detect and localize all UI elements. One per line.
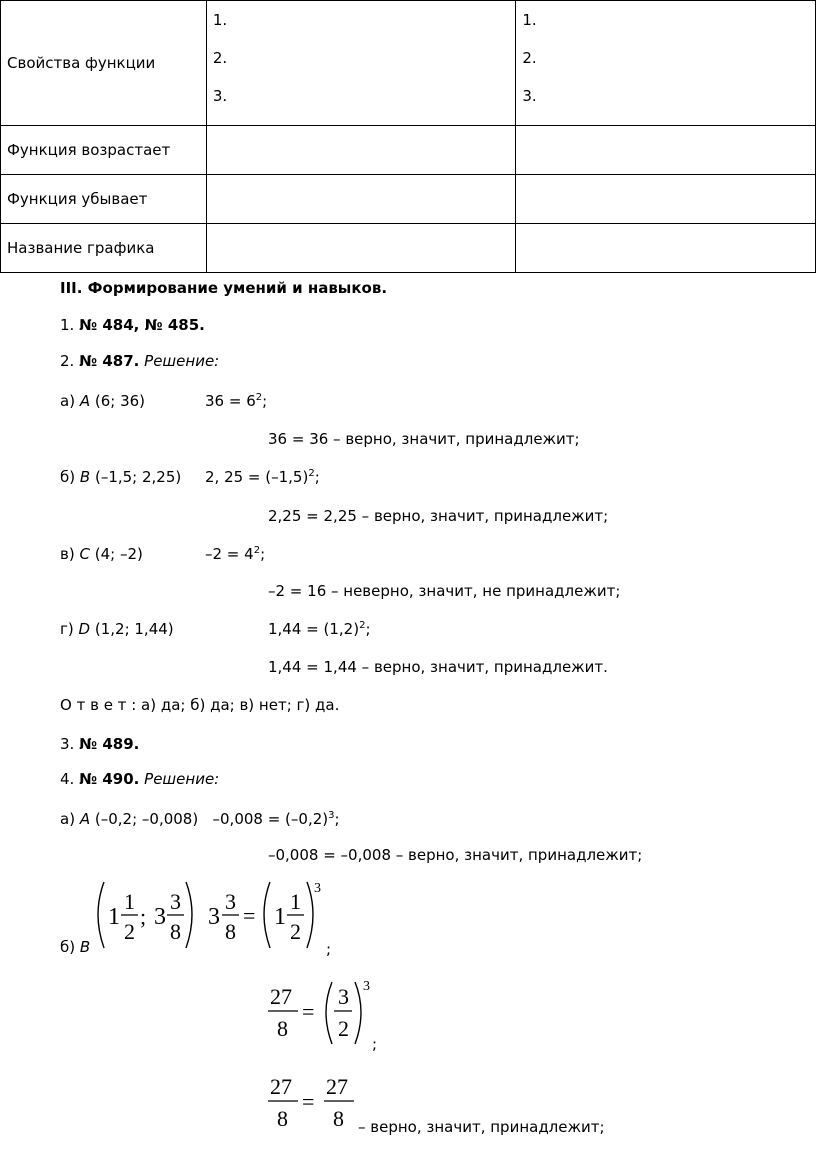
task-line xyxy=(60,770,219,788)
list-item: 2. xyxy=(212,49,228,67)
check-line: – верно, значит, принадлежит; xyxy=(358,1118,605,1136)
list-item: 3. xyxy=(212,87,228,105)
exponent: 3 xyxy=(328,810,335,821)
whole-part: 1 xyxy=(274,904,286,930)
equation xyxy=(205,392,267,410)
equation xyxy=(205,545,265,563)
point-name: A xyxy=(79,392,91,410)
formula-point-b xyxy=(88,876,328,960)
check-line: 2,25 = 2,25 – верно, значит, принадлежит; xyxy=(268,507,609,525)
denominator: 8 xyxy=(333,1106,344,1131)
exercise-ref: № 484, № 485. xyxy=(79,316,205,334)
row-label: Функция возрастает xyxy=(1,126,207,175)
sub-label: а) xyxy=(60,392,76,410)
numbered-cell xyxy=(206,1,516,126)
point-name: D xyxy=(78,620,91,638)
left-paren xyxy=(326,982,332,1044)
point-label xyxy=(60,545,143,563)
whole-part: 1 xyxy=(108,904,120,930)
point-coords: (–1,5; 2,25) xyxy=(94,468,182,486)
table-row xyxy=(1,224,816,273)
point-equation-line xyxy=(60,810,340,828)
numerator: 1 xyxy=(290,889,301,914)
task-line xyxy=(60,316,205,334)
exponent: 2 xyxy=(255,392,263,403)
point-name: C xyxy=(79,545,90,563)
point-name: B xyxy=(79,938,91,956)
sub-label: б) xyxy=(60,938,76,956)
denominator: 8 xyxy=(225,919,236,944)
empty-cell xyxy=(206,175,516,224)
exponent: 3 xyxy=(314,881,321,896)
check-line: –2 = 16 – неверно, значит, не принадлежит; xyxy=(268,582,621,600)
equation-tail: ; xyxy=(262,392,268,410)
numerator: 3 xyxy=(338,984,349,1009)
task-number: 1. xyxy=(60,316,75,334)
point-name: B xyxy=(79,468,91,486)
equals: = xyxy=(302,999,315,1024)
numerator: 27 xyxy=(326,1074,348,1099)
numbered-cell xyxy=(516,1,816,126)
equation-base: –2 = 4 xyxy=(205,545,254,563)
properties-table xyxy=(0,0,816,273)
formula-equation xyxy=(262,974,377,1054)
denominator: 2 xyxy=(338,1016,349,1041)
left-paren xyxy=(264,882,270,948)
task-number: 3. xyxy=(60,735,75,753)
equation-tail: ; xyxy=(314,468,320,486)
check-line: 1,44 = 1,44 – верно, значит, принадлежит. xyxy=(268,658,608,676)
solution-label: Решение: xyxy=(144,770,220,788)
exercise-ref: № 487. xyxy=(79,352,140,370)
exercise-ref: № 490. xyxy=(79,770,140,788)
empty-cell xyxy=(206,224,516,273)
section-title: III. Формирование умений и навыков. xyxy=(60,279,388,297)
equation-base: 1,44 = (1,2) xyxy=(268,620,360,638)
semicolon: ; xyxy=(326,940,332,958)
check-line: –0,008 = –0,008 – верно, значит, принадлежит; xyxy=(268,846,643,864)
denominator: 8 xyxy=(277,1106,288,1131)
answer-line: О т в е т : а) да; б) да; в) нет; г) да. xyxy=(60,696,340,714)
denominator: 2 xyxy=(290,919,301,944)
empty-cell xyxy=(516,126,816,175)
equation-base: 2, 25 = (–1,5) xyxy=(205,468,309,486)
table-row xyxy=(1,1,816,126)
numerator: 1 xyxy=(124,889,135,914)
equation-tail: ; xyxy=(334,810,340,828)
exponent: 2 xyxy=(253,545,261,556)
sub-label: б) xyxy=(60,468,76,486)
denominator: 8 xyxy=(170,919,181,944)
point-coords: (6; 36) xyxy=(94,392,146,410)
task-line xyxy=(60,735,139,753)
check-line: 36 = 36 – верно, значит, принадлежит; xyxy=(268,430,580,448)
row-label: Свойства функции xyxy=(1,1,207,126)
table-row xyxy=(1,126,816,175)
point-name: A xyxy=(79,810,91,828)
table-row xyxy=(1,175,816,224)
right-paren xyxy=(186,882,192,948)
point-coords: (4; –2) xyxy=(94,545,143,563)
equation xyxy=(205,468,320,486)
list-item: 2. xyxy=(522,49,537,67)
equation xyxy=(268,620,371,638)
numerator: 27 xyxy=(270,984,292,1009)
equation-tail: ; xyxy=(365,620,371,638)
point-label xyxy=(60,392,145,410)
right-paren xyxy=(307,882,313,948)
whole-part: 3 xyxy=(208,904,220,930)
list-item: 1. xyxy=(522,11,537,29)
task-number: 4. xyxy=(60,770,75,788)
exponent: 3 xyxy=(363,979,370,994)
empty-cell xyxy=(516,224,816,273)
left-paren xyxy=(98,882,104,948)
semicolon: ; xyxy=(372,1035,378,1053)
numerator: 27 xyxy=(270,1074,292,1099)
denominator: 8 xyxy=(277,1016,288,1041)
equals: = xyxy=(243,903,256,928)
row-label: Название графика xyxy=(1,224,207,273)
exponent: 2 xyxy=(359,620,366,631)
exponent: 2 xyxy=(308,468,315,479)
equation-base: (–0,2; –0,008) –0,008 = (–0,2) xyxy=(94,810,329,828)
empty-cell xyxy=(206,126,516,175)
task-line xyxy=(60,352,219,370)
list-item: 1. xyxy=(212,11,228,29)
empty-cell xyxy=(516,175,816,224)
point-coords: (1,2; 1,44) xyxy=(94,620,174,638)
sub-label: в) xyxy=(60,545,75,563)
point-label xyxy=(60,468,181,486)
equation-tail: ; xyxy=(260,545,266,563)
sub-label: а) xyxy=(60,810,76,828)
whole-part: 3 xyxy=(154,904,166,930)
numerator: 3 xyxy=(225,889,236,914)
right-paren xyxy=(355,982,361,1044)
row-label: Функция убывает xyxy=(1,175,207,224)
point-label xyxy=(60,938,90,956)
equation-base: 36 = 6 xyxy=(205,392,256,410)
equals: = xyxy=(302,1089,315,1114)
list-item: 3. xyxy=(522,87,537,105)
sub-label: г) xyxy=(60,620,74,638)
formula-equation xyxy=(262,1068,362,1138)
solution-label: Решение: xyxy=(144,352,220,370)
separator: ; xyxy=(140,904,147,929)
exercise-ref: № 489. xyxy=(79,735,140,753)
point-label xyxy=(60,620,174,638)
numerator: 3 xyxy=(170,889,181,914)
task-number: 2. xyxy=(60,352,75,370)
denominator: 2 xyxy=(124,919,135,944)
